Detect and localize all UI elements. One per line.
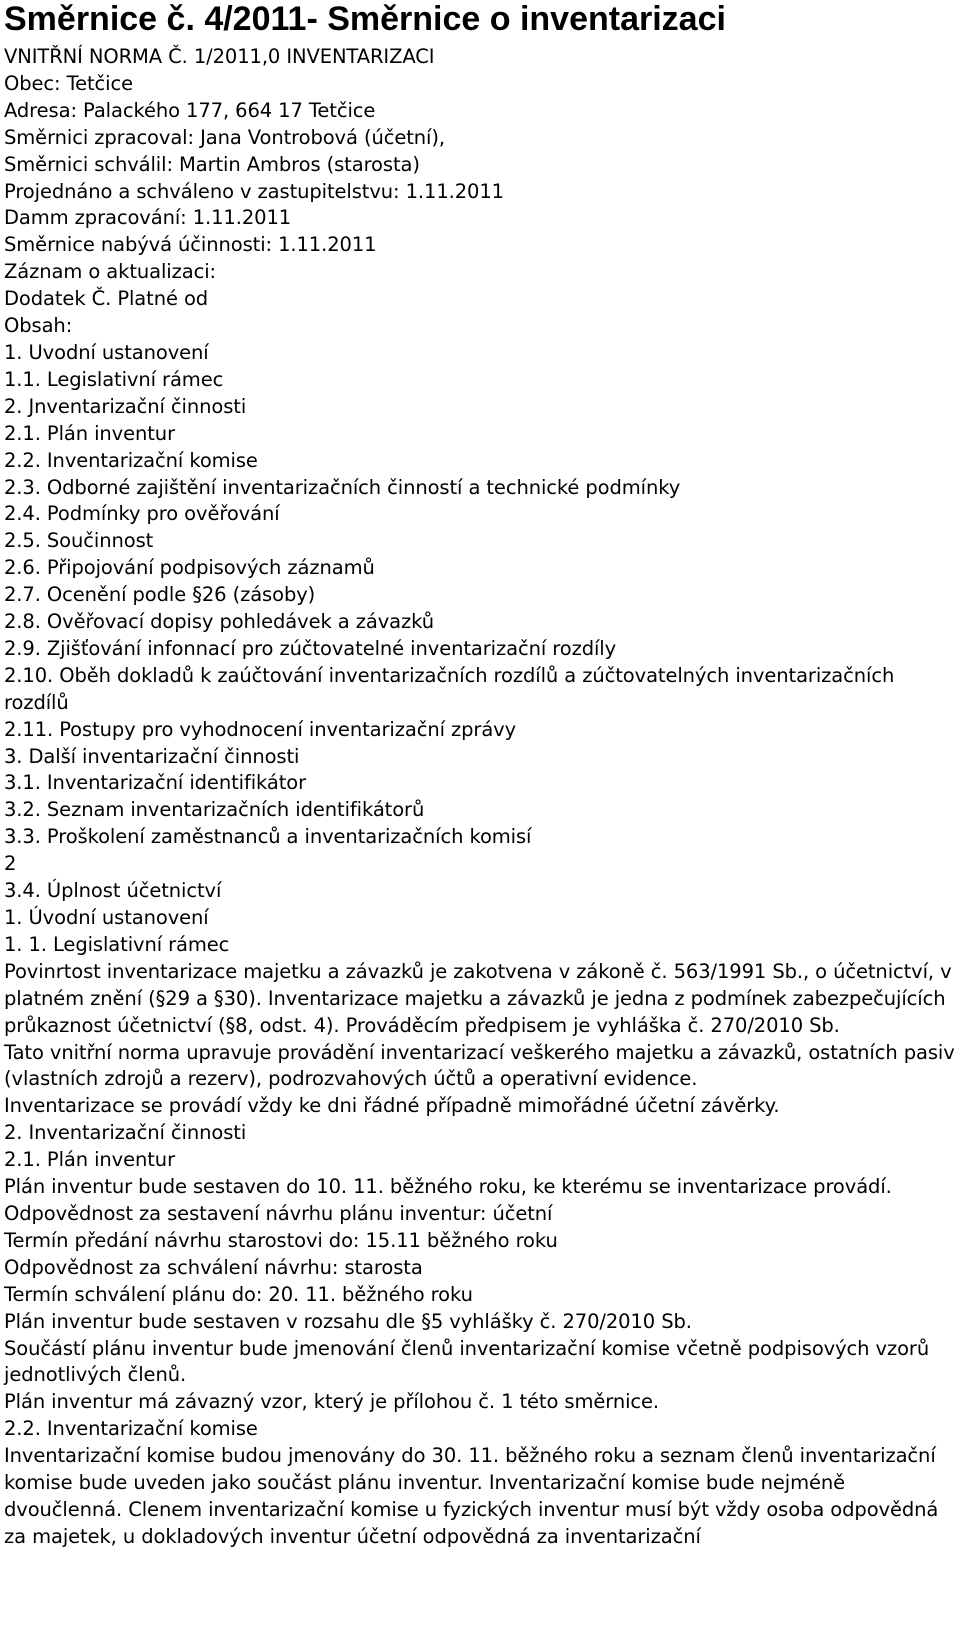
- page-number: 2: [4, 852, 17, 876]
- toc-item: 2.11. Postupy pro vyhodnocení inventarizační zprávy: [4, 717, 517, 741]
- body-line: Odpovědnost za schválení návrhu: starosta: [4, 1255, 423, 1279]
- body-line: Plán inventur bude sestaven v rozsahu dle §5 vyhlášky č. 270/2010 Sb.: [4, 1309, 692, 1333]
- toc-item: 1.1. Legislativní rámec: [4, 367, 224, 391]
- toc-item: 2.5. Součinnost: [4, 529, 154, 553]
- header-line: Směrnice nabývá účinnosti: 1.11.2011: [4, 233, 377, 257]
- document-page: [4, 0, 956, 1551]
- paragraph-commission: Inventarizační komise budou jmenovány do 30. 11. běžného roku a seznam členů inventarizační komise bude uveden jako součást plánu inventur. Inventarizační komise bude nejméně dvoučlenná. Clenem inventarizační komise u fyzických inventur musí být vždy osoba odpovědná za majetek, u dokladových inventur účetní odpovědná za inventarizační: [4, 1444, 939, 1548]
- body-line: Termín předání návrhu starostovi do: 15.11 běžného roku: [4, 1228, 558, 1252]
- header-line: Damm zpracování: 1.11.2011: [4, 206, 292, 230]
- header-line: Projednáno a schváleno v zastupitelstvu: 1.11.2011: [4, 179, 504, 203]
- header-line: Směrnici zpracoval: Jana Vontrobová (účetní),: [4, 125, 445, 149]
- toc-item: 2.7. Ocenění podle §26 (zásoby): [4, 583, 316, 607]
- body-line: Odpovědnost za sestavení návrhu plánu inventur: účetní: [4, 1201, 553, 1225]
- toc-item: 2.4. Podmínky pro ověřování: [4, 502, 280, 526]
- body-line: Plán inventur bude sestaven do 10. 11. běžného roku, ke kterému se inventarizace provádí.: [4, 1175, 892, 1199]
- header-line: Obec: Tetčice: [4, 71, 134, 95]
- paragraph-scope: Tato vnitřní norma upravuje provádění inventarizací veškerého majetku a závazků, ostatních pasiv (vlastních zdrojů a rezerv), podrozvahových účtů a operativní evidence.: [4, 1040, 955, 1091]
- toc-item: 3. Další inventarizační činnosti: [4, 744, 300, 768]
- section-heading: 2.1. Plán inventur: [4, 1148, 175, 1172]
- toc-item: 2.1. Plán inventur: [4, 421, 175, 445]
- toc-item: 2.2. Inventarizační komise: [4, 448, 258, 472]
- body-line: Plán inventur má závazný vzor, který je přílohou č. 1 této směrnice.: [4, 1390, 660, 1414]
- header-line: VNITŘNÍ NORMA Č. 1/2011,0 INVENTARIZACI: [4, 45, 435, 68]
- section-heading: 2.2. Inventarizační komise: [4, 1417, 258, 1441]
- document-title: Směrnice č. 4/2011- Směrnice o inventarizaci: [4, 0, 726, 38]
- paragraph-members: Součástí plánu inventur bude jmenování členů inventarizační komise včetně podpisových vzorů jednotlivých členů.: [4, 1336, 930, 1387]
- header-line: Dodatek Č. Platné od: [4, 287, 209, 311]
- toc-item: 3.1. Inventarizační identifikátor: [4, 771, 307, 795]
- section-heading: 1. 1. Legislativní rámec: [4, 932, 230, 956]
- section-heading: 2. Inventarizační činnosti: [4, 1121, 247, 1145]
- toc-item: 3.2. Seznam inventarizačních identifikátorů: [4, 798, 425, 822]
- toc-item: 1. Uvodní ustanovení: [4, 340, 209, 364]
- toc-heading: Obsah:: [4, 314, 73, 338]
- toc-item: 3.4. Úplnost účetnictví: [4, 879, 222, 903]
- toc-item: 2.10. Oběh dokladů k zaúčtování inventarizačních rozdílů a zúčtovatelných inventarizačních rozdílů: [4, 663, 895, 714]
- body-line: Inventarizace se provádí vždy ke dni řádné případně mimořádné účetní závěrky.: [4, 1094, 780, 1118]
- toc-item: 2.3. Odborné zajištění inventarizačních činností a technické podmínky: [4, 475, 681, 499]
- toc-item: 2.9. Zjišťování infonnací pro zúčtovatelné inventarizační rozdíly: [4, 636, 617, 660]
- header-line: Záznam o aktualizaci:: [4, 260, 217, 284]
- section-heading: 1. Úvodní ustanovení: [4, 906, 209, 929]
- paragraph-legal: Povinrtost inventarizace majetku a závazků je zakotvena v zákoně č. 563/1991 Sb., o účetnictví, v platném znění (§29 a §30). Inventarizace majetku a závazků je jedna z podmínek zabezpečujících průkaznost účetnictví (§8, odst. 4). Prováděcím předpisem je vyhláška č. 270/2010 Sb.: [4, 959, 952, 1037]
- header-line: Směrnici schválil: Martin Ambros (starosta): [4, 152, 420, 176]
- toc-item: 2.8. Ověřovací dopisy pohledávek a závazků: [4, 610, 434, 634]
- toc-item: 2. Jnventarizační činnosti: [4, 394, 247, 418]
- header-line: Adresa: Palackého 177, 664 17 Tetčice: [4, 98, 376, 122]
- toc-item: 3.3. Proškolení zaměstnanců a inventarizačních komisí: [4, 825, 532, 849]
- body-line: Termín schválení plánu do: 20. 11. běžného roku: [4, 1282, 473, 1306]
- toc-item: 2.6. Připojování podpisových záznamů: [4, 556, 375, 580]
- document-body: [4, 44, 956, 1551]
